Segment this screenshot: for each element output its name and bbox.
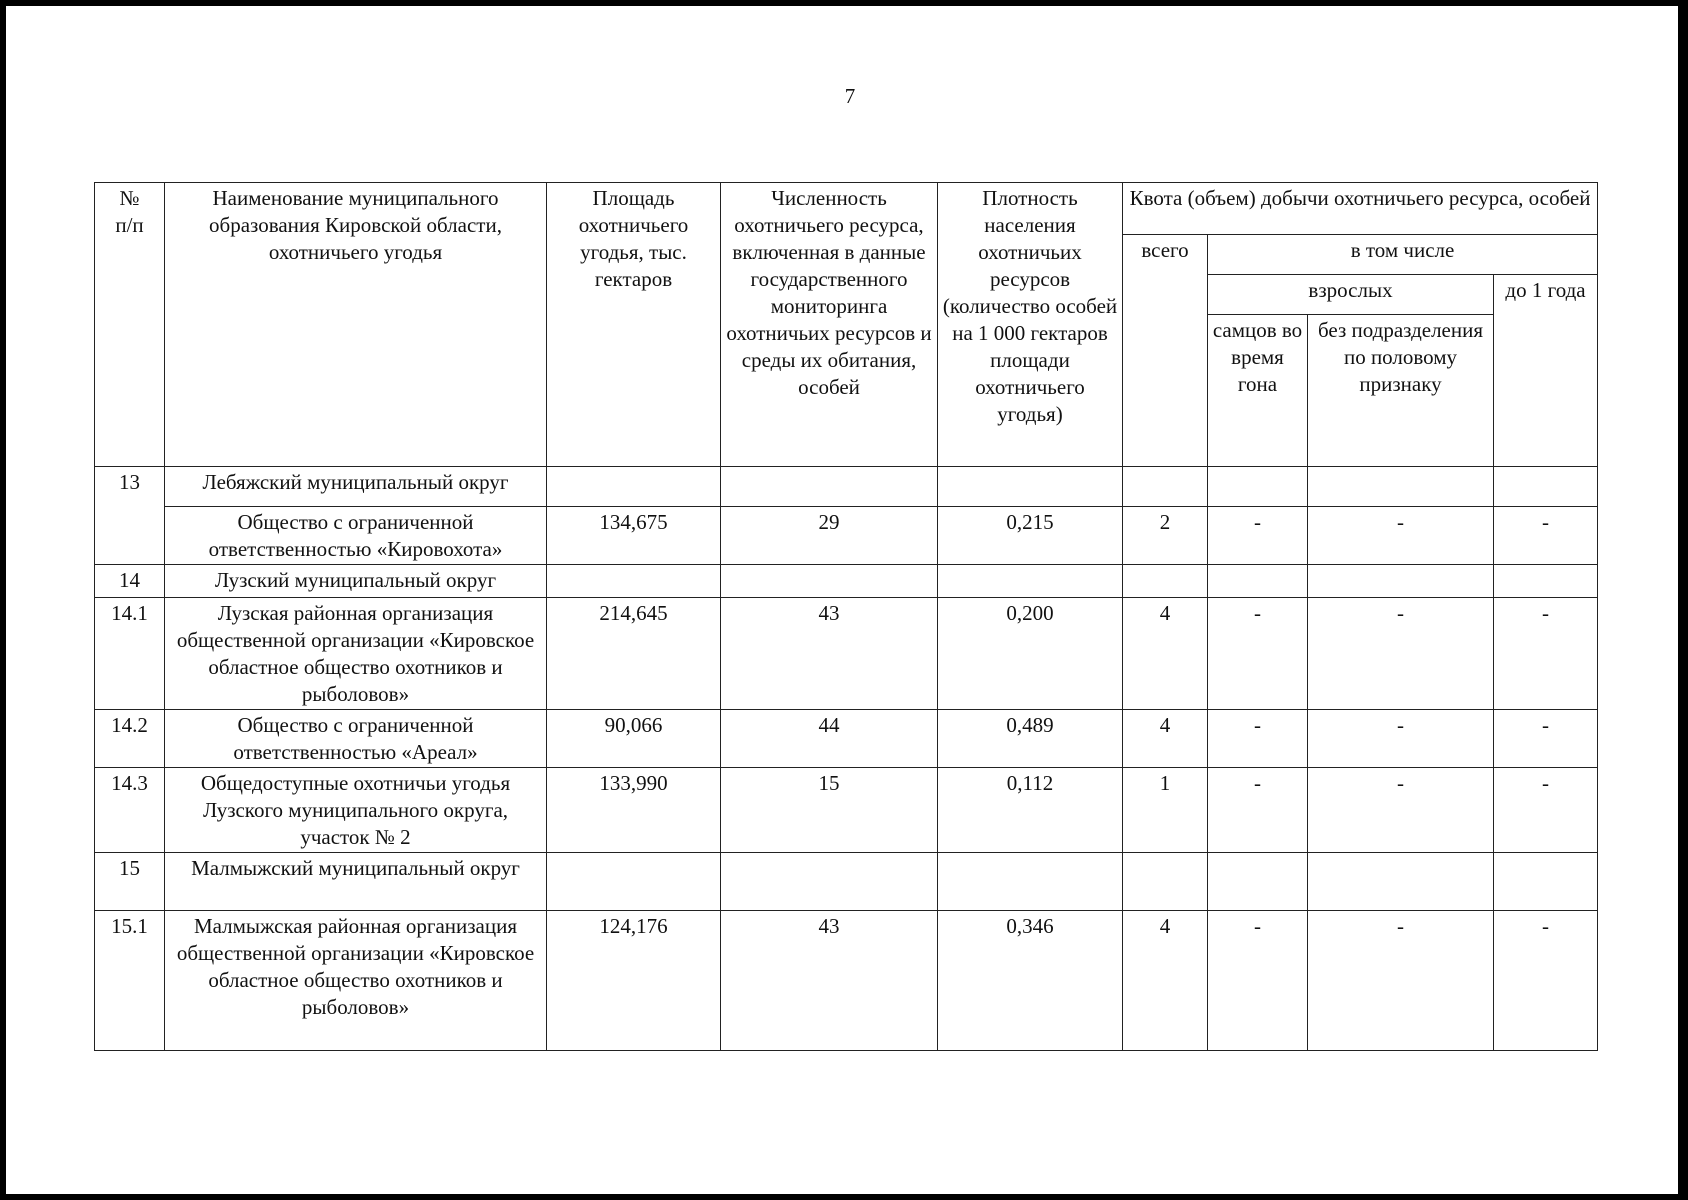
cell-name: Лебяжский муниципальный округ [165, 467, 547, 507]
header-name: Наименование муниципального образования Кировской области, охотничьего угодья [165, 183, 547, 467]
cell-total: 4 [1123, 710, 1208, 768]
cell-density [938, 853, 1123, 911]
cell-nosex: - [1308, 710, 1494, 768]
cell-num: 14 [95, 565, 165, 598]
cell-area [547, 467, 721, 507]
cell-total [1123, 565, 1208, 598]
cell-total: 4 [1123, 911, 1208, 1051]
cell-young [1494, 853, 1598, 911]
cell-num: 14.2 [95, 710, 165, 768]
cell-density [938, 565, 1123, 598]
header-num: № п/п [95, 183, 165, 467]
table-row [95, 467, 1598, 507]
cell-nosex: - [1308, 768, 1494, 853]
cell-area: 124,176 [547, 911, 721, 1051]
table-row [95, 853, 1598, 911]
cell-density: 0,200 [938, 598, 1123, 710]
cell-young: - [1494, 507, 1598, 565]
cell-count: 44 [721, 710, 938, 768]
cell-total: 2 [1123, 507, 1208, 565]
cell-nosex [1308, 853, 1494, 911]
table-row [95, 911, 1598, 1051]
cell-density [938, 467, 1123, 507]
cell-males: - [1208, 710, 1308, 768]
header-count: Численность охотничьего ресурса, включенная в данные государственного мониторинга охотничьих ресурсов и среды их обитания, особей [721, 183, 938, 467]
cell-area [547, 853, 721, 911]
cell-young [1494, 467, 1598, 507]
cell-name: Общество с ограниченной ответственностью «Кировохота» [165, 507, 547, 565]
cell-males: - [1208, 507, 1308, 565]
cell-total [1123, 467, 1208, 507]
cell-density: 0,346 [938, 911, 1123, 1051]
cell-males: - [1208, 768, 1308, 853]
table-row [95, 598, 1598, 710]
cell-nosex [1308, 565, 1494, 598]
quota-table [94, 182, 1598, 1051]
cell-name: Малмыжский муниципальный округ [165, 853, 547, 911]
header-total: всего [1123, 235, 1208, 467]
cell-nosex: - [1308, 507, 1494, 565]
cell-density: 0,489 [938, 710, 1123, 768]
cell-name: Лузский муниципальный округ [165, 565, 547, 598]
cell-count [721, 853, 938, 911]
cell-young: - [1494, 768, 1598, 853]
cell-nosex [1308, 467, 1494, 507]
cell-name: Малмыжская районная организация общественной организации «Кировское областное общество охотников и рыболовов» [165, 911, 547, 1051]
cell-total: 1 [1123, 768, 1208, 853]
cell-name: Общество с ограниченной ответственностью «Ареал» [165, 710, 547, 768]
cell-num: 15 [95, 853, 165, 911]
cell-young: - [1494, 598, 1598, 710]
header-including: в том числе [1208, 235, 1598, 275]
cell-density: 0,215 [938, 507, 1123, 565]
cell-name: Общедоступные охотничьи угодья Лузского муниципального округа, участок № 2 [165, 768, 547, 853]
cell-males [1208, 565, 1308, 598]
cell-count: 29 [721, 507, 938, 565]
cell-area: 90,066 [547, 710, 721, 768]
table-row [95, 565, 1598, 598]
table-row [95, 710, 1598, 768]
cell-count: 43 [721, 598, 938, 710]
cell-area: 214,645 [547, 598, 721, 710]
cell-count: 43 [721, 911, 938, 1051]
header-adults: взрослых [1208, 275, 1494, 315]
cell-nosex: - [1308, 911, 1494, 1051]
cell-area: 133,990 [547, 768, 721, 853]
header-males-rut: самцов во время гона [1208, 315, 1308, 467]
cell-young: - [1494, 710, 1598, 768]
page-number: 7 [844, 84, 856, 108]
cell-area: 134,675 [547, 507, 721, 565]
cell-num: 14.3 [95, 768, 165, 853]
cell-count [721, 467, 938, 507]
cell-name: Лузская районная организация общественной организации «Кировское областное общество охотников и рыболовов» [165, 598, 547, 710]
header-under-1: до 1 года [1494, 275, 1598, 467]
cell-num: 13 [95, 467, 165, 565]
cell-count: 15 [721, 768, 938, 853]
cell-males: - [1208, 911, 1308, 1051]
cell-males [1208, 467, 1308, 507]
cell-area [547, 565, 721, 598]
cell-males [1208, 853, 1308, 911]
table-row [95, 768, 1598, 853]
header-quota: Квота (объем) добычи охотничьего ресурса, особей [1123, 183, 1598, 235]
cell-total: 4 [1123, 598, 1208, 710]
table-row [95, 507, 1598, 565]
cell-young: - [1494, 911, 1598, 1051]
header-area: Площадь охотничьего угодья, тыс. гектаров [547, 183, 721, 467]
cell-total [1123, 853, 1208, 911]
cell-num: 15.1 [95, 911, 165, 1051]
cell-num: 14.1 [95, 598, 165, 710]
cell-young [1494, 565, 1598, 598]
cell-count [721, 565, 938, 598]
cell-nosex: - [1308, 598, 1494, 710]
header-no-sex: без подразделения по половому признаку [1308, 315, 1494, 467]
header-density: Плотность населения охотничьих ресурсов (количество особей на 1 000 гектаров площади охотничьего угодья) [938, 183, 1123, 467]
cell-density: 0,112 [938, 768, 1123, 853]
cell-males: - [1208, 598, 1308, 710]
